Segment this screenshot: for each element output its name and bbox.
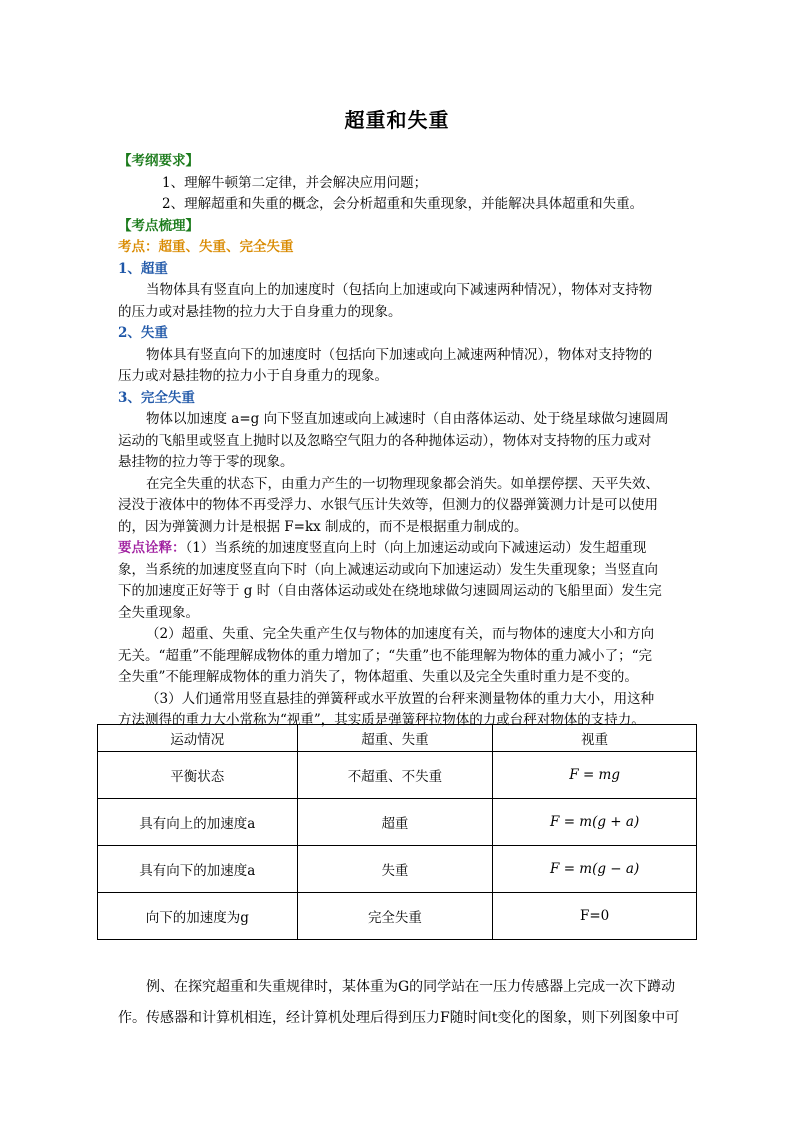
paragraph-line: 方法测得的重力大小常称为“视重”，其实质是弹簧秤拉物体的力或台秤对物体的支持力。 xyxy=(118,712,645,728)
table-cell: 超重 xyxy=(297,799,493,846)
overweight-heading: 1、超重 xyxy=(118,260,168,277)
requirements-section xyxy=(118,151,678,732)
table-cell: 失重 xyxy=(297,846,493,893)
weightless-heading: 2、失重 xyxy=(118,325,168,341)
paragraph-line: （1）当系统的加速度竖直向上时（向上加速运动或向下减速运动）发生超重现 xyxy=(185,540,647,556)
requirement-item: 2、理解超重和失重的概念，会分析超重和失重现象，并能解决具体超重和失重。 xyxy=(162,196,644,212)
table-header-row xyxy=(98,725,697,752)
table-cell-formula: F = m(g + a) xyxy=(493,799,697,846)
table-header-cell: 视重 xyxy=(493,725,697,752)
paragraph-line: 物体以加速度 a=g 向下竖直加速或向上减速时（自由落体运动、处于绕星球做匀速圆周 xyxy=(146,411,669,427)
table-cell: 完全失重 xyxy=(297,893,493,940)
paragraph-line: （3）人们通常用竖直悬挂的弹簧秤或水平放置的台秤来测量物体的重力大小，用这种 xyxy=(146,690,655,707)
comparison-table xyxy=(97,724,697,940)
table-header-cell: 超重、失重 xyxy=(297,725,493,752)
paragraph-line: 无关。“超重”不能理解成物体的重力增加了；“失重”也不能理解为物体的重力减小了；“完 xyxy=(118,647,653,664)
paragraph-line: 压力或对悬挂物的拉力小于自身重力的现象。 xyxy=(118,368,388,384)
paragraph-line: 的压力或对悬挂物的拉力大于自身重力的现象。 xyxy=(118,303,402,320)
key-points-label: 要点诠释： xyxy=(118,540,186,556)
table-row xyxy=(98,752,697,799)
paragraph-line: 在完全失重的状态下，由重力产生的一切物理现象都会消失。如单摆停摆、天平失效、 xyxy=(146,475,659,492)
table-cell: 具有向下的加速度a xyxy=(98,846,298,893)
points-heading: 【考点梳理】 xyxy=(118,217,199,234)
example-line: 例、在探究超重和失重规律时，某体重为G的同学站在一压力传感器上完成一次下蹲动 xyxy=(146,979,676,995)
topic-line: 考点：超重、失重、完全失重 xyxy=(118,239,294,255)
example-section xyxy=(118,972,678,1034)
table-row xyxy=(98,846,697,893)
page-title: 超重和失重 xyxy=(344,108,450,132)
table-cell-formula: F = m(g − a) xyxy=(493,846,697,893)
table-cell: 平衡状态 xyxy=(98,752,298,799)
table-row xyxy=(98,893,697,940)
complete-weightless-heading: 3、完全失重 xyxy=(118,389,195,406)
paragraph-line: 的，因为弹簧测力计是根据 F=kx 制成的，而不是根据重力制成的。 xyxy=(118,518,528,535)
example-line: 作。传感器和计算机相连，经计算机处理后得到压力F随时间t变化的图象，则下列图象中可 xyxy=(118,1010,680,1026)
table-cell: F=0 xyxy=(493,893,697,940)
table-cell: 具有向上的加速度a xyxy=(98,799,298,846)
paragraph-line: 象，当系统的加速度竖直向下时（向上减速运动或向下加速运动）发生失重现象；当竖直向 xyxy=(118,561,658,578)
paragraph-line: 物体具有竖直向下的加速度时（包括向下加速或向上减速两种情况），物体对支持物的 xyxy=(146,346,653,363)
table-row xyxy=(98,799,697,846)
paragraph-line: 全失重”不能理解成物体的重力消失了，物体超重、失重以及完全失重时重力是不变的。 xyxy=(118,669,638,685)
paragraph-line: 全失重现象。 xyxy=(118,604,199,621)
paragraph-line: 下的加速度正好等于 g 时（自由落体运动或处在绕地球做匀速圆周运动的飞船里面）发生完 xyxy=(118,583,662,599)
paragraph-line: 浸没于液体中的物体不再受浮力、水银气压计失效等，但测力的仪器弹簧测力计是可以使用 xyxy=(118,497,658,513)
paragraph-line: 悬挂物的拉力等于零的现象。 xyxy=(118,454,294,470)
requirement-item: 1、理解牛顿第二定律，并会解决应用问题； xyxy=(162,174,428,191)
table-header-cell: 运动情况 xyxy=(98,725,298,752)
requirements-heading: 【考纲要求】 xyxy=(118,153,199,169)
table-cell-formula: F = mg xyxy=(493,752,697,799)
paragraph-line: （2）超重、失重、完全失重产生仅与物体的加速度有关，而与物体的速度大小和方向 xyxy=(146,626,655,642)
paragraph-line: 运动的飞船里或竖直上抛时以及忽略空气阻力的各种抛体运动），物体对支持物的压力或对 xyxy=(118,432,652,449)
table-cell: 不超重、不失重 xyxy=(297,752,493,799)
paragraph-line: 当物体具有竖直向上的加速度时（包括向上加速或向下减速两种情况），物体对支持物 xyxy=(146,282,653,298)
table-cell: 向下的加速度为g xyxy=(98,893,298,940)
